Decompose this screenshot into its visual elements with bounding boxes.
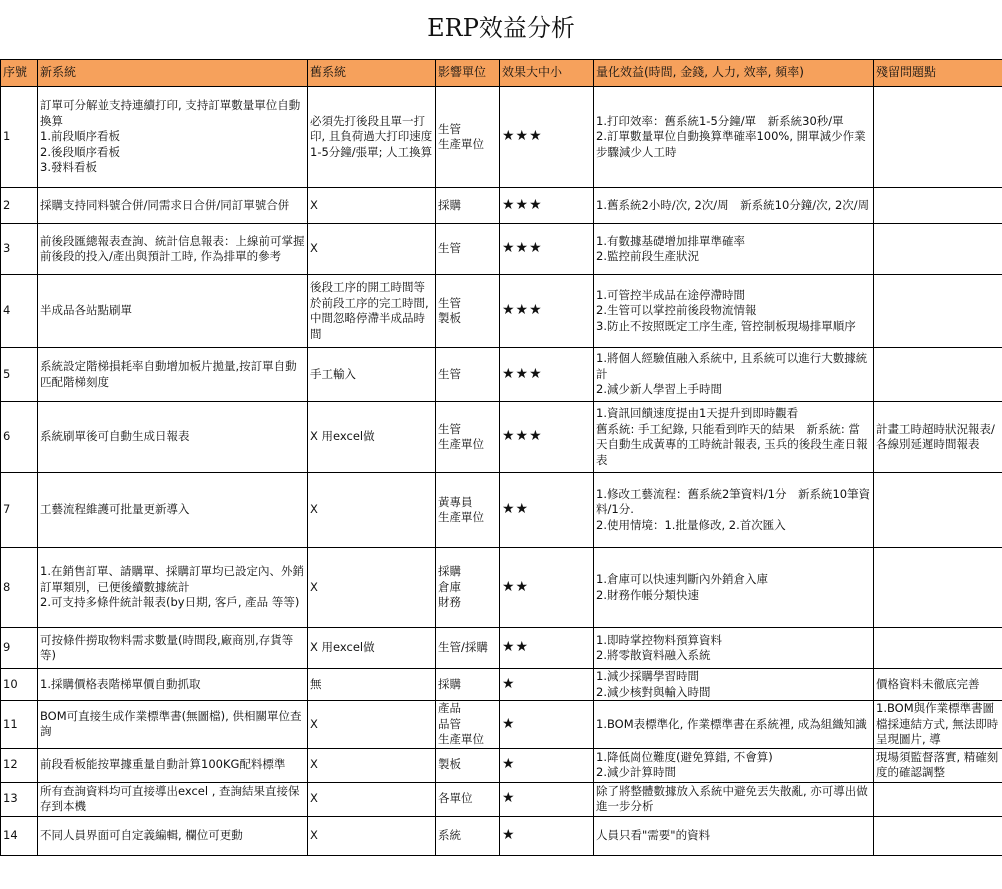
row-number: 11 bbox=[1, 701, 38, 749]
new-system-cell: 系統設定階梯損耗率自動增加板片拋量,按訂單自動匹配階梯刻度 bbox=[38, 348, 308, 402]
row-number: 9 bbox=[1, 628, 38, 669]
column-header: 效果大中小 bbox=[500, 60, 594, 87]
quantified-benefit-cell: 1.降低崗位難度(避免算錯, 不會算) 2.減少計算時間 bbox=[594, 748, 874, 782]
table-row bbox=[1, 188, 1002, 224]
table-body bbox=[1, 87, 1002, 856]
new-system-cell: 不同人員界面可自定義編輯, 欄位可更動 bbox=[38, 816, 308, 855]
affected-unit-cell: 生管/採購 bbox=[436, 628, 500, 669]
effect-rating: ★★★ bbox=[500, 224, 594, 275]
remaining-issue-cell: 1.BOM與作業標準書圖檔採連結方式, 無法即時呈現圖片, 導 bbox=[874, 701, 1002, 749]
effect-rating: ★ bbox=[500, 782, 594, 816]
new-system-cell: 1.採購價格表階梯單價自動抓取 bbox=[38, 669, 308, 701]
affected-unit-cell: 製板 bbox=[436, 748, 500, 782]
quantified-benefit-cell: 1.可管控半成品在途停滯時間 2.生管可以掌控前後段物流情報 3.防止不按照既定工序生產, 管控制板現場排單順序 bbox=[594, 275, 874, 348]
table-row bbox=[1, 275, 1002, 348]
effect-rating: ★★ bbox=[500, 473, 594, 548]
remaining-issue-cell bbox=[874, 628, 1002, 669]
effect-rating: ★★★ bbox=[500, 348, 594, 402]
new-system-cell: 系統刷單後可自動生成日報表 bbox=[38, 402, 308, 473]
table-row bbox=[1, 816, 1002, 855]
column-header: 殘留問題點 bbox=[874, 60, 1002, 87]
affected-unit-cell: 生管 製板 bbox=[436, 275, 500, 348]
row-number: 3 bbox=[1, 224, 38, 275]
column-header: 舊系統 bbox=[308, 60, 436, 87]
new-system-cell: 所有查詢資料均可直接導出excel , 查詢結果直接保存到本機 bbox=[38, 782, 308, 816]
effect-rating: ★ bbox=[500, 816, 594, 855]
effect-rating: ★ bbox=[500, 701, 594, 749]
remaining-issue-cell: 價格資料未徹底完善 bbox=[874, 669, 1002, 701]
remaining-issue-cell bbox=[874, 188, 1002, 224]
old-system-cell: X bbox=[308, 224, 436, 275]
affected-unit-cell: 黃專員 生產單位 bbox=[436, 473, 500, 548]
remaining-issue-cell bbox=[874, 473, 1002, 548]
table-row bbox=[1, 87, 1002, 188]
effect-rating: ★★★ bbox=[500, 87, 594, 188]
old-system-cell: 無 bbox=[308, 669, 436, 701]
quantified-benefit-cell: 1.將個人經驗值融入系統中, 且系統可以進行大數據統計 2.減少新人學習上手時間 bbox=[594, 348, 874, 402]
remaining-issue-cell bbox=[874, 782, 1002, 816]
row-number: 2 bbox=[1, 188, 38, 224]
remaining-issue-cell: 現場須監督落實, 精確刻度的確認調整 bbox=[874, 748, 1002, 782]
row-number: 10 bbox=[1, 669, 38, 701]
column-header: 序號 bbox=[1, 60, 38, 87]
quantified-benefit-cell: 1.BOM表標準化, 作業標準書在系統裡, 成為組織知識 bbox=[594, 701, 874, 749]
effect-rating: ★ bbox=[500, 748, 594, 782]
new-system-cell: 訂單可分解並支持連續打印, 支持訂單數量單位自動換算 1.前段順序看板 2.後段順序看板 3.發料看板 bbox=[38, 87, 308, 188]
old-system-cell: X bbox=[308, 748, 436, 782]
row-number: 14 bbox=[1, 816, 38, 855]
column-header: 量化效益(時間, 金錢, 人力, 效率, 頻率) bbox=[594, 60, 874, 87]
effect-rating: ★★★ bbox=[500, 188, 594, 224]
table-row bbox=[1, 348, 1002, 402]
quantified-benefit-cell: 人員只看"需要"的資料 bbox=[594, 816, 874, 855]
affected-unit-cell: 系統 bbox=[436, 816, 500, 855]
table-row bbox=[1, 224, 1002, 275]
remaining-issue-cell bbox=[874, 816, 1002, 855]
remaining-issue-cell bbox=[874, 548, 1002, 628]
old-system-cell: 後段工序的開工時間等於前段工序的完工時間, 中間忽略停滯半成品時間 bbox=[308, 275, 436, 348]
new-system-cell: 工藝流程維護可批量更新導入 bbox=[38, 473, 308, 548]
row-number: 13 bbox=[1, 782, 38, 816]
remaining-issue-cell: 計畫工時超時狀況報表/各線別延遲時間報表 bbox=[874, 402, 1002, 473]
quantified-benefit-cell: 1.倉庫可以快速判斷內外銷倉入庫 2.財務作帳分類快速 bbox=[594, 548, 874, 628]
page-title: ERP效益分析 bbox=[427, 14, 575, 42]
new-system-cell: 前段看板能按單據重量自動計算100KG配料標準 bbox=[38, 748, 308, 782]
quantified-benefit-cell: 1.修改工藝流程：舊系統2筆資料/1分 新系統10筆資料/1分. 2.使用情境：1.批量修改, 2.首次匯入 bbox=[594, 473, 874, 548]
effect-rating: ★★★ bbox=[500, 402, 594, 473]
table-row bbox=[1, 628, 1002, 669]
old-system-cell: X bbox=[308, 473, 436, 548]
old-system-cell: 手工輸入 bbox=[308, 348, 436, 402]
effect-rating: ★★ bbox=[500, 628, 594, 669]
table-row bbox=[1, 701, 1002, 749]
old-system-cell: X bbox=[308, 782, 436, 816]
affected-unit-cell: 產品 品管 生產單位 bbox=[436, 701, 500, 749]
quantified-benefit-cell: 除了將整體數據放入系統中避免丟失散亂, 亦可導出做進一步分析 bbox=[594, 782, 874, 816]
quantified-benefit-cell: 1.舊系統2小時/次, 2次/周 新系統10分鐘/次, 2次/周 bbox=[594, 188, 874, 224]
row-number: 6 bbox=[1, 402, 38, 473]
affected-unit-cell: 採購 倉庫 財務 bbox=[436, 548, 500, 628]
column-header: 新系統 bbox=[38, 60, 308, 87]
row-number: 7 bbox=[1, 473, 38, 548]
affected-unit-cell: 各單位 bbox=[436, 782, 500, 816]
table-row bbox=[1, 782, 1002, 816]
new-system-cell: 可按條件撈取物料需求數量(時間段,廠商別,存貨等等) bbox=[38, 628, 308, 669]
table-row bbox=[1, 402, 1002, 473]
remaining-issue-cell bbox=[874, 348, 1002, 402]
column-header: 影響單位 bbox=[436, 60, 500, 87]
new-system-cell: 1.在銷售訂單、請購單、採購訂單均已設定內、外銷訂單類別，已便後續數據統計 2.可支持多條件統計報表(by日期, 客戶, 產品 等等) bbox=[38, 548, 308, 628]
row-number: 8 bbox=[1, 548, 38, 628]
benefit-table bbox=[0, 59, 1002, 856]
row-number: 1 bbox=[1, 87, 38, 188]
table-row bbox=[1, 473, 1002, 548]
quantified-benefit-cell: 1.減少採購學習時間 2.減少核對與輸入時間 bbox=[594, 669, 874, 701]
table-row bbox=[1, 669, 1002, 701]
old-system-cell: X bbox=[308, 188, 436, 224]
old-system-cell: X 用excel做 bbox=[308, 628, 436, 669]
affected-unit-cell: 生管 bbox=[436, 224, 500, 275]
row-number: 4 bbox=[1, 275, 38, 348]
quantified-benefit-cell: 1.打印效率：舊系統1-5分鐘/單 新系統30秒/單 2.訂單數量單位自動換算準確率100%, 開單減少作業步驟減少人工時 bbox=[594, 87, 874, 188]
old-system-cell: 必須先打後段且單一打印, 且負荷過大打印速度1-5分鐘/張單; 人工換算 bbox=[308, 87, 436, 188]
old-system-cell: X 用excel做 bbox=[308, 402, 436, 473]
remaining-issue-cell bbox=[874, 224, 1002, 275]
new-system-cell: 前後段匯總報表查詢、統計信息報表：上線前可掌握前後段的投入/產出與預計工時, 作為排單的參考 bbox=[38, 224, 308, 275]
affected-unit-cell: 生管 生產單位 bbox=[436, 402, 500, 473]
effect-rating: ★★★ bbox=[500, 275, 594, 348]
remaining-issue-cell bbox=[874, 87, 1002, 188]
quantified-benefit-cell: 1.資訊回饋速度提由1天提升到即時觀看 舊系統: 手工紀錄, 只能看到昨天的結果 新系統: 當天自動生成黃專的工時統計報表, 玉兵的後段生產日報表 bbox=[594, 402, 874, 473]
table-row bbox=[1, 548, 1002, 628]
header-row bbox=[1, 60, 1002, 87]
row-number: 5 bbox=[1, 348, 38, 402]
row-number: 12 bbox=[1, 748, 38, 782]
quantified-benefit-cell: 1.即時掌控物料預算資料 2.將零散資料融入系統 bbox=[594, 628, 874, 669]
old-system-cell: X bbox=[308, 701, 436, 749]
new-system-cell: 半成品各站點刷單 bbox=[38, 275, 308, 348]
affected-unit-cell: 生管 生產單位 bbox=[436, 87, 500, 188]
quantified-benefit-cell: 1.有數據基礎增加排單準確率 2.監控前段生產狀況 bbox=[594, 224, 874, 275]
effect-rating: ★★ bbox=[500, 548, 594, 628]
new-system-cell: BOM可直接生成作業標準書(無圖檔), 供相關單位查詢 bbox=[38, 701, 308, 749]
effect-rating: ★ bbox=[500, 669, 594, 701]
affected-unit-cell: 生管 bbox=[436, 348, 500, 402]
old-system-cell: X bbox=[308, 548, 436, 628]
affected-unit-cell: 採購 bbox=[436, 188, 500, 224]
table-row bbox=[1, 748, 1002, 782]
new-system-cell: 採購支持同料號合併/同需求日合併/同訂單號合併 bbox=[38, 188, 308, 224]
affected-unit-cell: 採購 bbox=[436, 669, 500, 701]
remaining-issue-cell bbox=[874, 275, 1002, 348]
old-system-cell: X bbox=[308, 816, 436, 855]
